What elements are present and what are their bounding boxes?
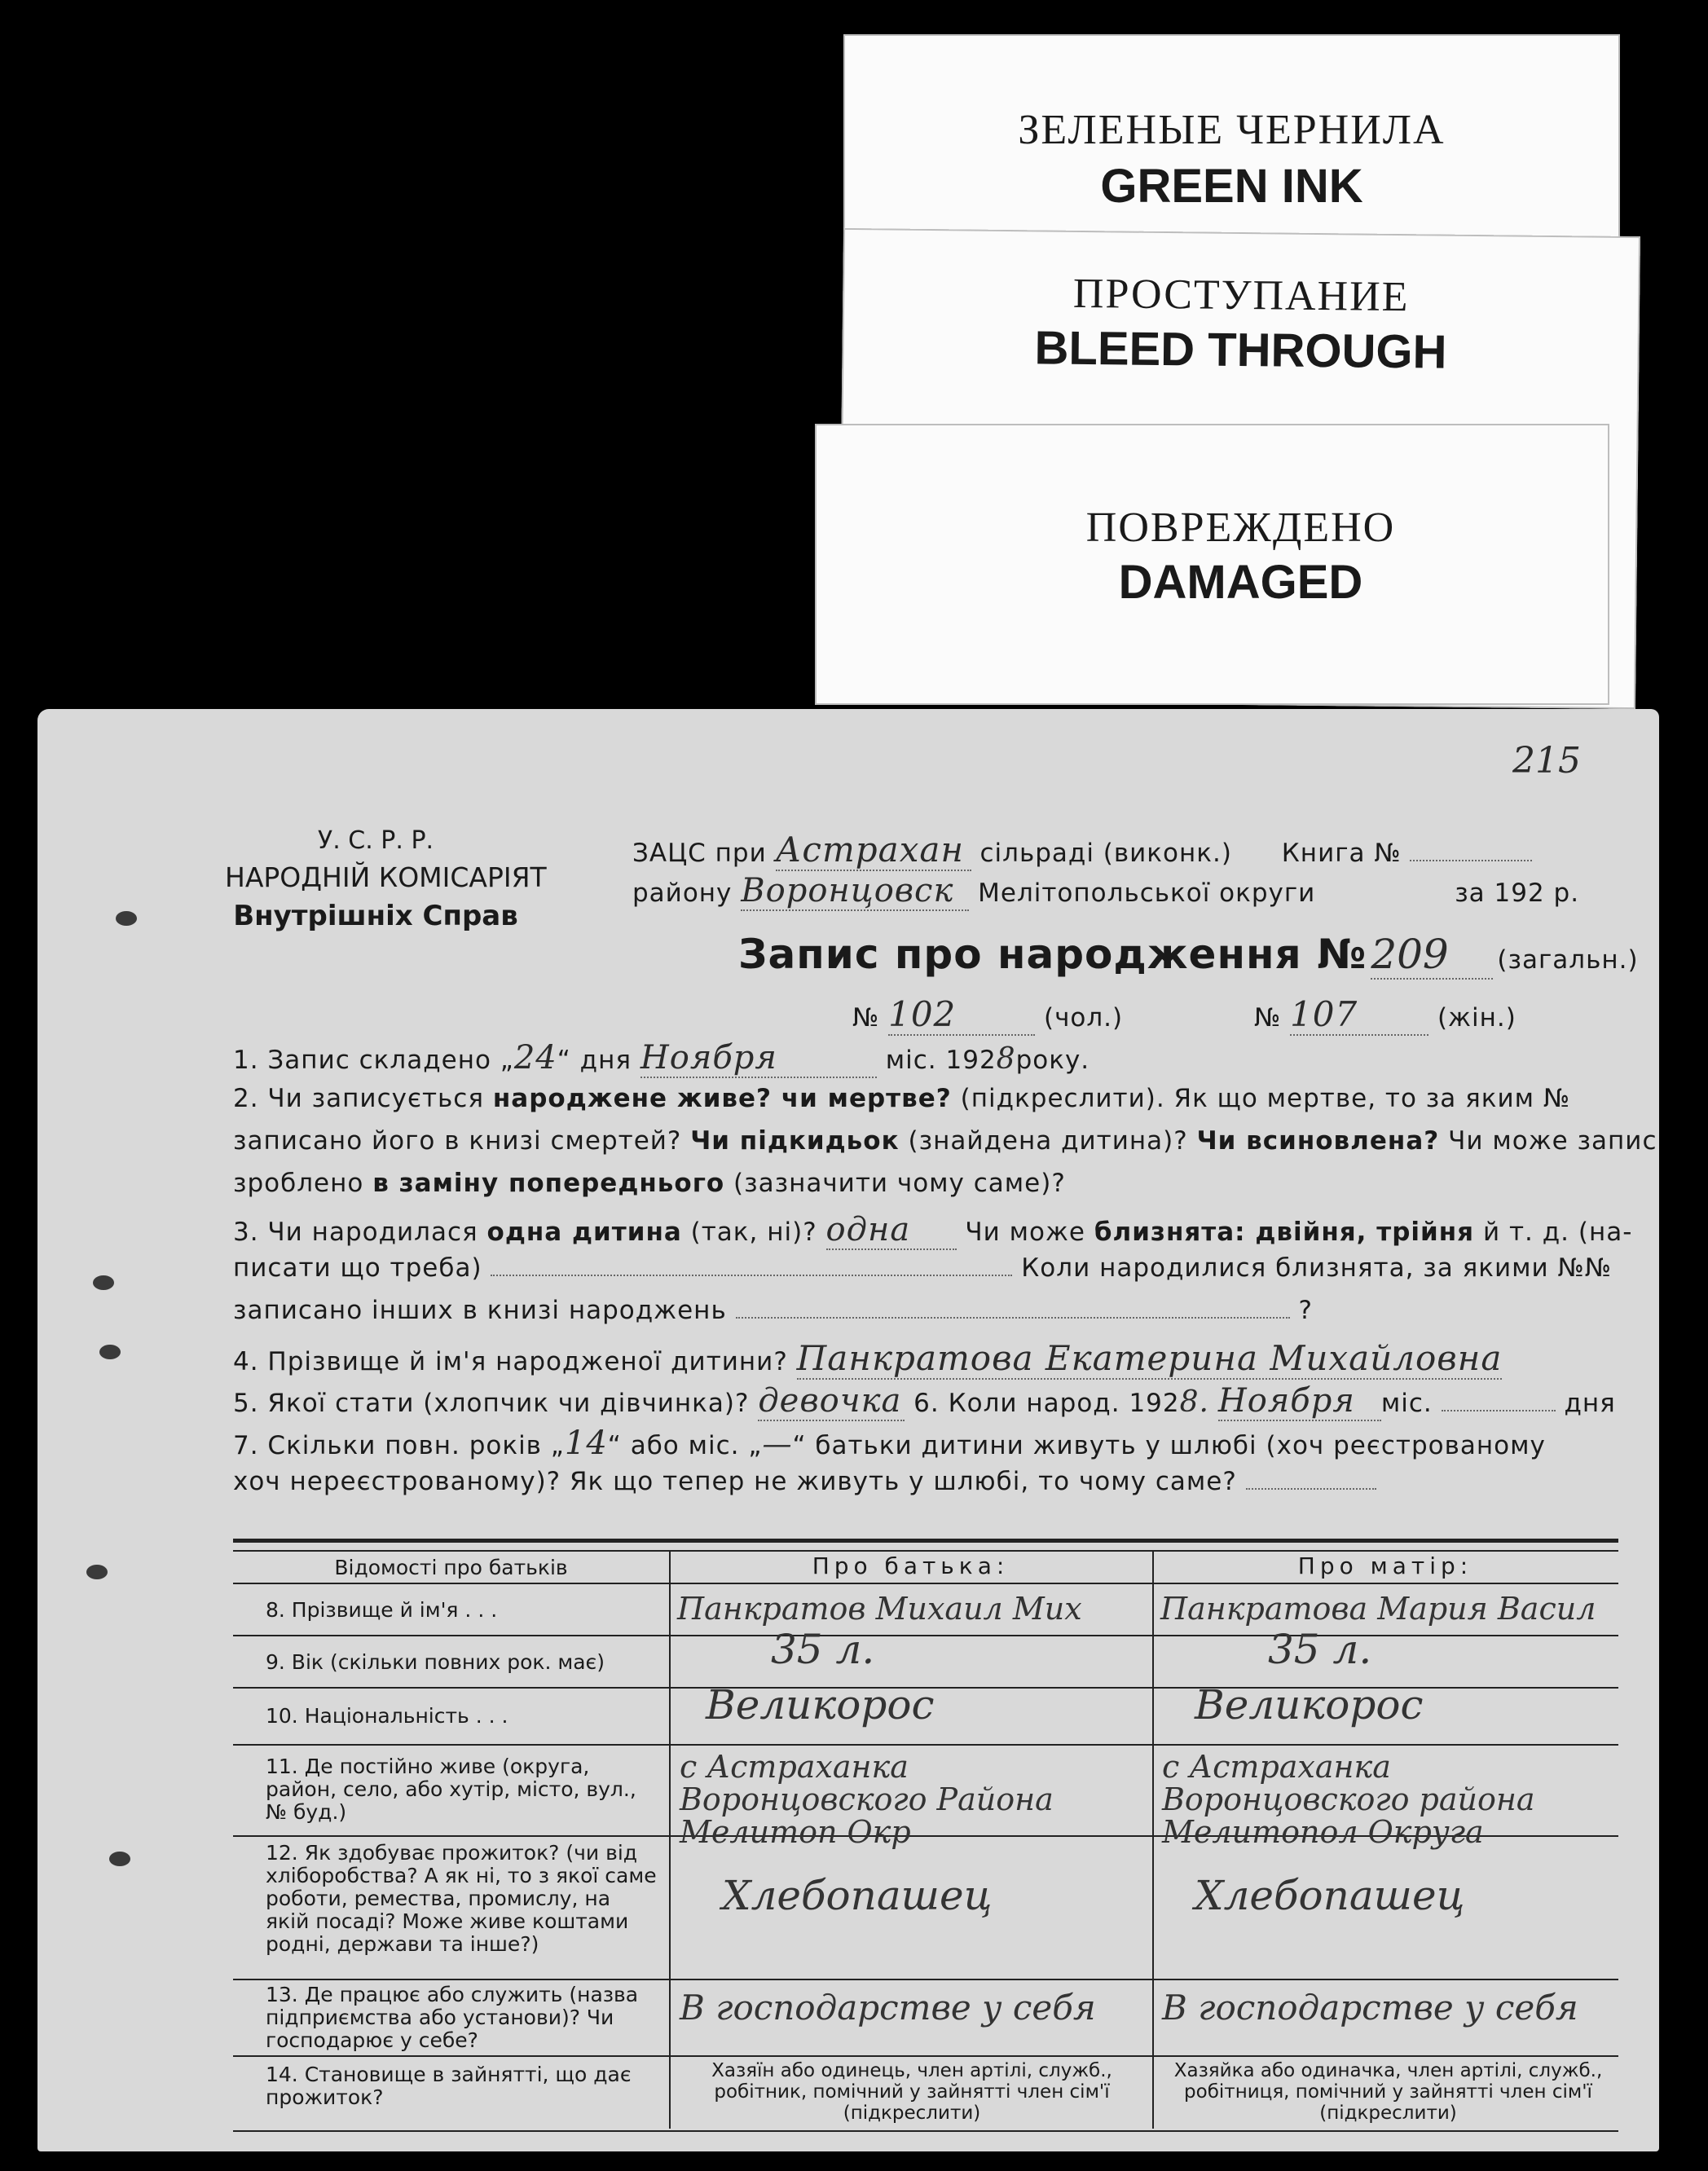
year-value: 8 [996,1042,1016,1076]
flag-ru-label: ЗЕЛЕНЫЕ ЧЕРНИЛА [1018,107,1446,153]
birth-day-field [1442,1410,1556,1411]
text: 6. Коли народ. 192 [913,1389,1180,1418]
father-value: Хлебопашец [722,1872,993,1919]
okruga-label: Мелітопольської округи [978,879,1316,908]
table-border [233,2130,1618,2132]
mother-value: 35 л. [1268,1626,1372,1673]
line-2 [233,1084,1570,1113]
damage-hole [109,1852,130,1866]
text: хоч нереєстрованому)? Як що тепер не живуть у шлюбі, то чому саме? [233,1467,1237,1496]
father-value: 35 л. [771,1626,875,1673]
row-label: 12. Як здобуває прожиток? (чи від хліборобства? А як ні, то з якої саме роботи, ремества, промислу, на якій посаді? Може живе коштами родні, держави та інше?) [266,1841,657,1956]
day-value: 24 [513,1039,557,1077]
line-6 [233,1253,1612,1283]
record-title-line [738,931,1639,980]
zags-prefix: ЗАЦС при [632,839,767,868]
text: міс. 192 [885,1046,997,1075]
mother-value: Великорос [1195,1681,1424,1728]
damage-hole [86,1565,108,1579]
text: Чи може [965,1218,1085,1247]
line-9 [233,1382,1616,1421]
row-label: 11. Де постійно живе (округа, район, село, або хутір, місто, вул., № буд.) [266,1755,636,1824]
male-label: (чол.) [1043,1003,1124,1033]
issuer-line: У. С. Р. Р. [317,826,434,855]
line-11 [233,1467,1376,1496]
no-label: № [852,1003,880,1033]
year-label: за 192 р. [1455,879,1580,908]
text: (знайдена дитина)? [908,1126,1188,1156]
marriage-years-value: 14 [564,1425,608,1462]
text: писати що треба) [233,1253,482,1283]
mother-value: с Астраханка Воронцовского района Мелитопол Округа [1162,1749,1535,1850]
text: Коли народилися близнята, за якими №№ [1021,1253,1613,1283]
female-number: 107 [1290,994,1428,1036]
row-label: 10. Національність . . . [266,1704,508,1728]
issuer-header [225,826,547,932]
table-border [233,1744,1618,1746]
rayon-line [632,872,1579,911]
father-value: Великорос [706,1681,935,1728]
parents-table [233,1534,1618,2137]
rayon-label: району [632,879,733,908]
text: 4. Прізвище й ім'я народженої дитини? [233,1347,788,1376]
text-bold: в заміну попереднього [372,1169,725,1198]
book-label: Книга № [1281,839,1402,868]
flag-ru-label: ПРОСТУПАНИЕ [1072,270,1410,321]
father-value: Панкратов Михаил Мих [677,1591,1082,1627]
zags-value: Астрахан [776,830,971,871]
text: 1. Запис складено „ [233,1046,514,1075]
issuer-line: Внутрішніх Справ [233,900,518,932]
mother-value: Хазяйка або одиначка, член артілі, служб., робітниця, помічний у зайнятті член сім'ї (підкреслити) [1173,2060,1603,2124]
text: “ або міс. „ [607,1431,763,1460]
month-value: Ноября [640,1039,877,1078]
flag-ru-label: ПОВРЕЖДЕНО [1085,504,1396,551]
header-father: Про батька: [812,1552,1010,1579]
father-value: Хазяїн або одинець, член артілі, служб., робітник, помічний у зайнятті член сім'ї (підкреслити) [711,2060,1112,2124]
text: 7. Скільки повн. років „ [233,1431,565,1460]
page-number: 215 [1512,740,1581,782]
record-subnumbers [852,994,1517,1036]
line-1 [233,1039,1090,1078]
record-title: Запис про народження № [738,931,1367,978]
damage-hole [116,911,137,926]
text: (підкреслити). Як що мертве, то за яким № [960,1084,1571,1113]
row-label: 14. Становище в зайнятті, що дає прожиток? [266,2063,632,2109]
flag-en-label: BLEED THROUGH [1034,321,1447,379]
text: міс. [1380,1389,1433,1418]
father-value: В господарстве у себя [680,1988,1096,2028]
single-child-value: одна [826,1211,957,1250]
marriage-months-value: — [762,1428,793,1461]
mother-value: Панкратова Мария Васил [1160,1591,1596,1627]
text: Чи може запис [1448,1126,1657,1156]
header-mother: Про матір: [1297,1552,1473,1579]
no-label: № [1253,1003,1282,1033]
line-5 [233,1211,1632,1250]
text-bold: народжене живе? чи мертве? [492,1084,952,1113]
text: року. [1015,1046,1090,1075]
record-number: 209 [1371,931,1493,980]
sex-value: девочка [758,1382,905,1421]
row-label: 13. Де працює або служить (назва підприємства або установи)? Чи господарює у себе? [266,1983,639,2052]
text-bold: близнята: двійня, трійня [1094,1218,1475,1247]
text: “ батьки дитини живуть у шлюбі (хоч реєстрованому [792,1431,1546,1460]
text: (зазначити чому саме)? [733,1169,1066,1198]
flag-en-label: GREEN INK [1100,160,1363,213]
table-border [233,1635,1618,1636]
line-3 [233,1126,1657,1156]
text-bold: Чи підкидьок [690,1126,900,1156]
row-label: 9. Вік (скільки повних рок. має) [266,1650,605,1674]
text: зроблено [233,1169,364,1198]
father-value: с Астраханка Воронцовского Района Мелитоп Окр [680,1749,1054,1850]
text-bold: Чи всиновлена? [1196,1126,1440,1156]
line-7 [233,1296,1313,1325]
male-number: 102 [888,994,1035,1036]
text: 3. Чи народилася [233,1218,478,1247]
text: “ дня [557,1046,632,1075]
table-border [233,2055,1618,2057]
table-border [233,1550,1618,1552]
zags-line [632,830,1532,871]
zags-suffix: сільраді (виконк.) [979,839,1232,868]
damage-hole [99,1345,121,1359]
blank-field [491,1275,1012,1276]
text: дня [1564,1389,1616,1418]
flag-en-label: DAMAGED [1118,556,1363,609]
book-field [1410,860,1532,861]
damage-hole [93,1275,114,1290]
table-border [233,1539,1618,1543]
text: 2. Чи записується [233,1084,485,1113]
record-total-label: (загальн.) [1497,945,1639,975]
table-border [669,1550,671,2129]
table-border [233,1979,1618,1980]
birth-month-value: Ноября [1218,1382,1381,1421]
table-border [1152,1550,1154,2129]
line-4 [233,1169,1066,1198]
mother-value: В господарстве у себя [1162,1988,1578,2028]
text: 5. Якої стати (хлопчик чи дівчинка)? [233,1389,750,1418]
text: ? [1298,1296,1313,1325]
table-border [233,1583,1618,1584]
blank-field [1246,1488,1376,1490]
rayon-value: Воронцовск [741,872,969,911]
header-parents: Відомості про батьків [334,1556,568,1579]
line-8 [233,1338,1502,1380]
birth-year-value: 8. [1179,1385,1209,1419]
mother-value: Хлебопашец [1195,1872,1465,1919]
text: й т. д. (на- [1482,1218,1633,1247]
text: записано його в книзі смертей? [233,1126,682,1156]
female-label: (жін.) [1437,1003,1517,1033]
text: записано інших в книзі народжень [233,1296,727,1325]
text-bold: одна дитина [486,1218,682,1247]
blank-field [736,1317,1290,1319]
birth-record-document [37,709,1659,2151]
issuer-line: НАРОДНІЙ КОМІСАРІЯТ [225,861,547,893]
row-label: 8. Прізвище й ім'я . . . [266,1598,498,1622]
flag-damaged [815,424,1609,705]
line-10 [233,1425,1546,1462]
text: (так, ні)? [690,1218,817,1247]
child-name-value: Панкратова Екатерина Михайловна [796,1338,1503,1378]
